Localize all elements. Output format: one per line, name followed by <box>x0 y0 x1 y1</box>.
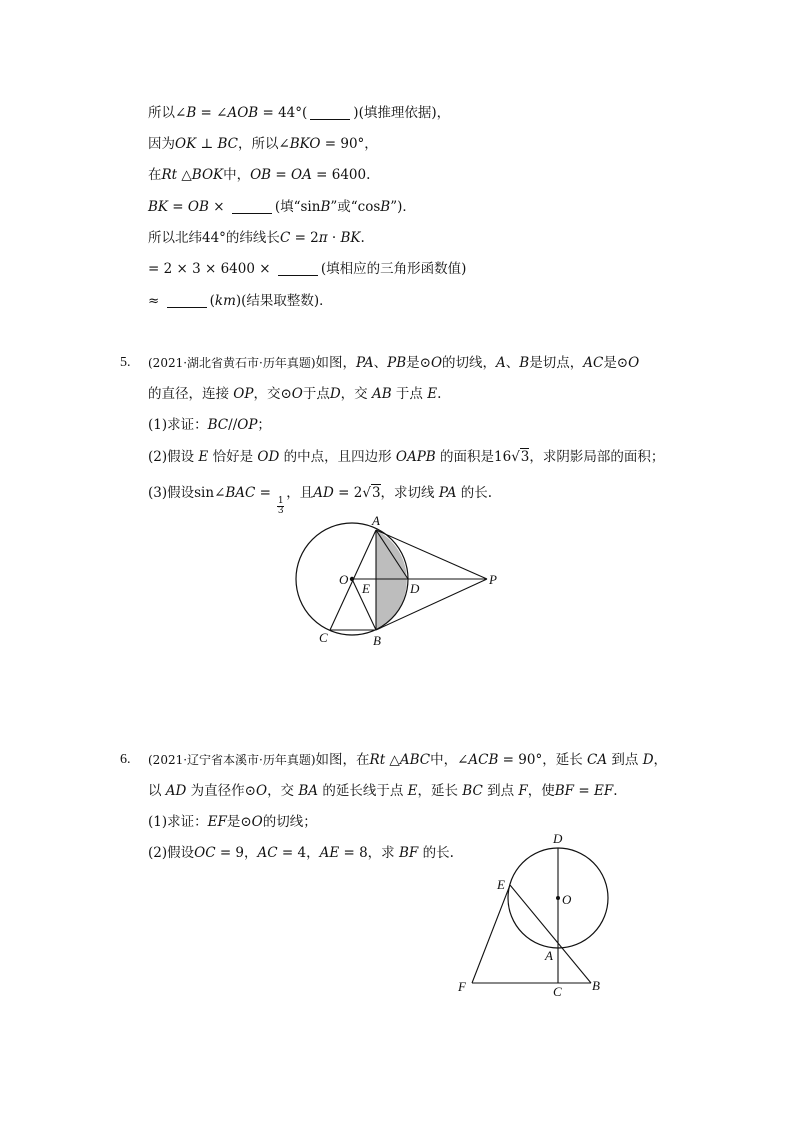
answer-blank[interactable] <box>232 199 272 214</box>
center-dot <box>556 896 560 900</box>
problem6-question-1: (1)求证：EF是⊙O的切线； <box>148 814 317 830</box>
proof-line-6: = 2 × 3 × 6400 × (填相应的三角形函数值) <box>148 261 467 277</box>
segment-fe <box>472 885 510 983</box>
label-e: E <box>497 877 505 892</box>
label-d: D <box>410 581 420 596</box>
problem6-stem-line-1: (2021·辽宁省本溪市·历年真题)如图，在Rt △ABC中，∠ACB = 90°，延长 CA 到点 D， <box>148 752 668 768</box>
proof-line-1: 所以∠B = ∠AOB = 44°( )(填推理依据)， <box>148 105 451 121</box>
problem-number: 6. <box>120 752 131 767</box>
answer-blank[interactable] <box>278 261 318 276</box>
proof-line-7: ≈ (km)(结果取整数)． <box>148 293 333 309</box>
label-o: O <box>562 892 572 907</box>
proof-line-5: 所以北纬44°的纬线长C = 2π · BK. <box>148 230 365 246</box>
label-c: C <box>553 984 562 999</box>
shaded-region <box>376 530 407 630</box>
label-b: B <box>373 633 381 648</box>
problem5-question-1: (1)求证：BC//OP； <box>148 417 271 433</box>
label-b: B <box>592 978 600 993</box>
label-a: A <box>545 948 553 963</box>
problem6-figure <box>450 825 620 1000</box>
label-p: P <box>489 572 497 587</box>
answer-blank[interactable] <box>310 105 350 120</box>
label-d: D <box>553 831 563 846</box>
segment-eb <box>510 885 591 983</box>
center-dot <box>350 577 354 581</box>
problem-source: (2021·辽宁省本溪市·历年真题) <box>148 753 316 767</box>
label-e: E <box>362 581 370 596</box>
answer-blank[interactable] <box>167 293 207 308</box>
problem5-question-3: (3)假设sin∠BAC = $\frac{1}{3}$ ，且AD = 2√3，求切线 PA 的长. <box>148 485 493 516</box>
problem5-stem-line-1: (2021·湖北省黄石市·历年真题)如图，PA、PB是⊙O的切线，A、B是切点，AC是⊙O <box>148 355 640 371</box>
proof-line-2: 因为OK ⊥ BC，所以∠BKO = 90°， <box>148 136 378 152</box>
problem5-stem-line-2: 的直径，连接 OP，交⊙O于点D，交 AB 于点 E. <box>148 386 442 402</box>
proof-line-3: 在Rt △BOK中，OB = OA = 6400. <box>148 167 371 183</box>
problem5-question-2: (2)假设 E 恰好是 OD 的中点，且四边形 OAPB 的面积是16√3，求阴影局部的面积； <box>148 449 665 465</box>
label-a: A <box>372 513 380 528</box>
problem6-stem-line-2: 以 AD 为直径作⊙O，交 BA 的延长线于点 E，延长 BC 到点 F，使BF = EF. <box>148 783 618 799</box>
problem-number: 5. <box>120 355 131 370</box>
problem5-figure <box>290 510 510 650</box>
label-c: C <box>319 630 328 645</box>
fraction: $\frac{1}{3}$ <box>277 496 284 516</box>
problem6-question-2: (2)假设OC = 9，AC = 4，AE = 8，求 BF 的长. <box>148 845 454 861</box>
problem-source: (2021·湖北省黄石市·历年真题) <box>148 356 316 370</box>
proof-line-4: BK = OB × (填“sinB”或“cosB”)． <box>148 199 416 215</box>
label-o: O <box>339 572 349 587</box>
label-f: F <box>458 979 466 994</box>
